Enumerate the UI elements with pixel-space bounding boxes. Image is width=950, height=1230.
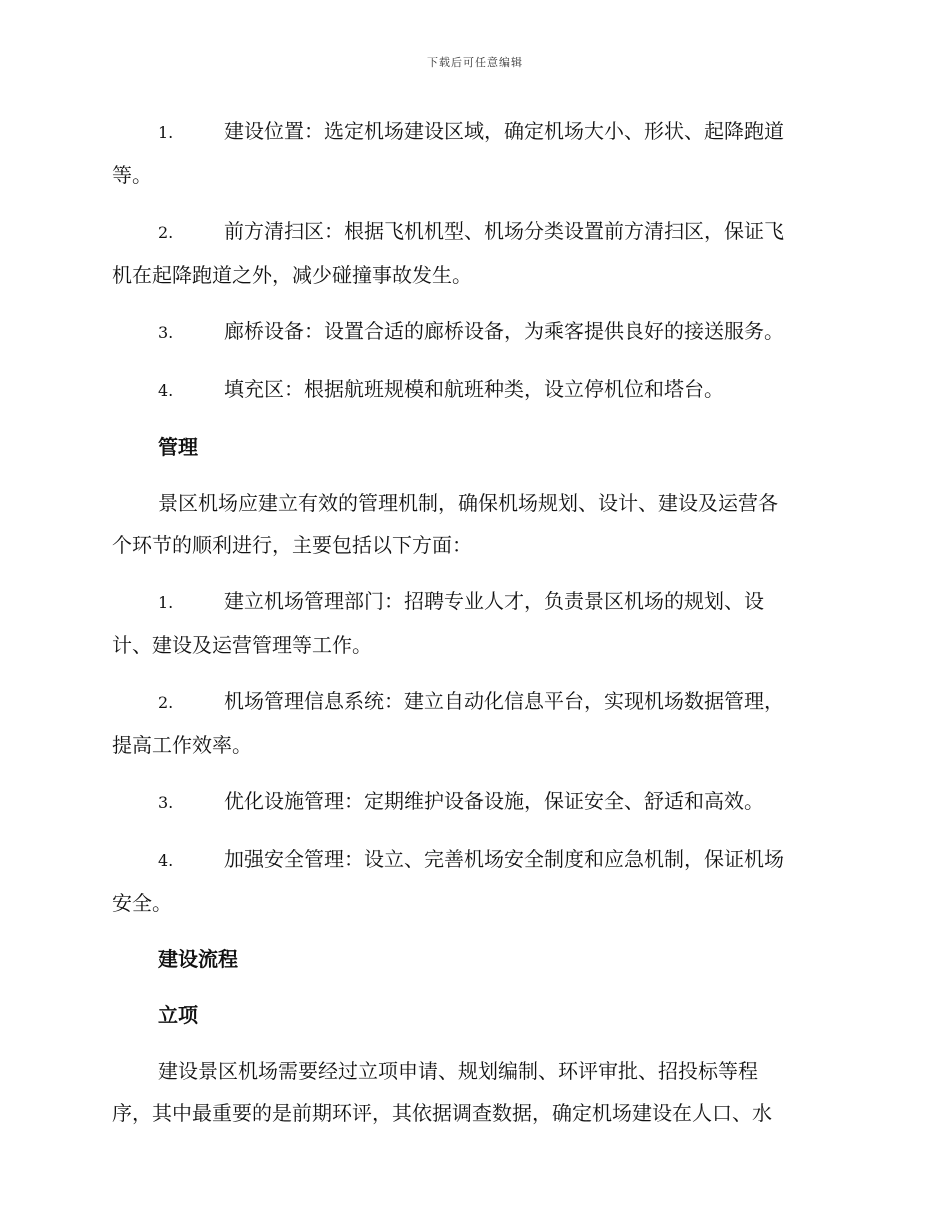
list-number: 2. [158, 693, 174, 712]
list-item-text: 机场管理信息系统：建立自动化信息平台，实现机场数据管理， [224, 689, 784, 713]
paragraph-line: 序，其中最重要的是前期环评，其依据调查数据，确定机场建设在人口、水 [112, 1101, 772, 1125]
list-item-text-continued: 提高工作效率。 [112, 733, 252, 757]
list-item-text: 廊桥设备：设置合适的廊桥设备，为乘客提供良好的接送服务。 [224, 319, 784, 343]
list-item-text: 加强安全管理：设立、完善机场安全制度和应急机制，保证机场 [224, 847, 784, 871]
section-heading-approval: 立项 [158, 1003, 198, 1027]
paragraph-line: 景区机场应建立有效的管理机制，确保机场规划、设计、建设及运营各 [158, 491, 778, 515]
list-item-text-continued: 安全。 [112, 891, 172, 915]
list-item-text-continued: 机在起降跑道之外，减少碰撞事故发生。 [112, 263, 472, 287]
paragraph-approval [112, 1050, 834, 1134]
list-number: 1. [158, 593, 174, 612]
list-item [112, 310, 834, 354]
paragraph-line: 建设景区机场需要经过立项申请、规划编制、环评审批、招投标等程 [158, 1059, 758, 1083]
list-number: 3. [158, 323, 174, 342]
document-body [112, 110, 834, 1148]
list-item-text: 优化设施管理：定期维护设备设施，保证安全、舒适和高效。 [224, 789, 764, 813]
list-item [112, 838, 834, 924]
list-number: 4. [158, 851, 174, 870]
section-heading-management: 管理 [158, 435, 198, 459]
list-item [112, 368, 834, 412]
list-item-text: 建设位置：选定机场建设区域，确定机场大小、形状、起降跑道 [224, 119, 784, 143]
list-item-text-continued: 计、建设及运营管理等工作。 [112, 633, 372, 657]
list-item [112, 680, 834, 766]
list-item-text: 填充区：根据航班规模和航班种类，设立停机位和塔台。 [224, 377, 724, 401]
section-heading-process: 建设流程 [158, 947, 238, 971]
list-number: 3. [158, 793, 174, 812]
list-number: 4. [158, 381, 174, 400]
list-item-text: 建立机场管理部门：招聘专业人才，负责景区机场的规划、设 [224, 589, 764, 613]
list-item [112, 780, 834, 824]
list-item-text: 前方清扫区：根据飞机机型、机场分类设置前方清扫区，保证飞 [224, 219, 784, 243]
list-item [112, 110, 834, 196]
list-item-text-continued: 等。 [112, 163, 152, 187]
page-header: 下载后可任意编辑 [427, 56, 523, 69]
paragraph-line: 个环节的顺利进行，主要包括以下方面： [112, 533, 472, 557]
list-item [112, 580, 834, 666]
list-item [112, 210, 834, 296]
list-number: 1. [158, 123, 174, 142]
list-number: 2. [158, 223, 174, 242]
paragraph-management [112, 482, 834, 566]
